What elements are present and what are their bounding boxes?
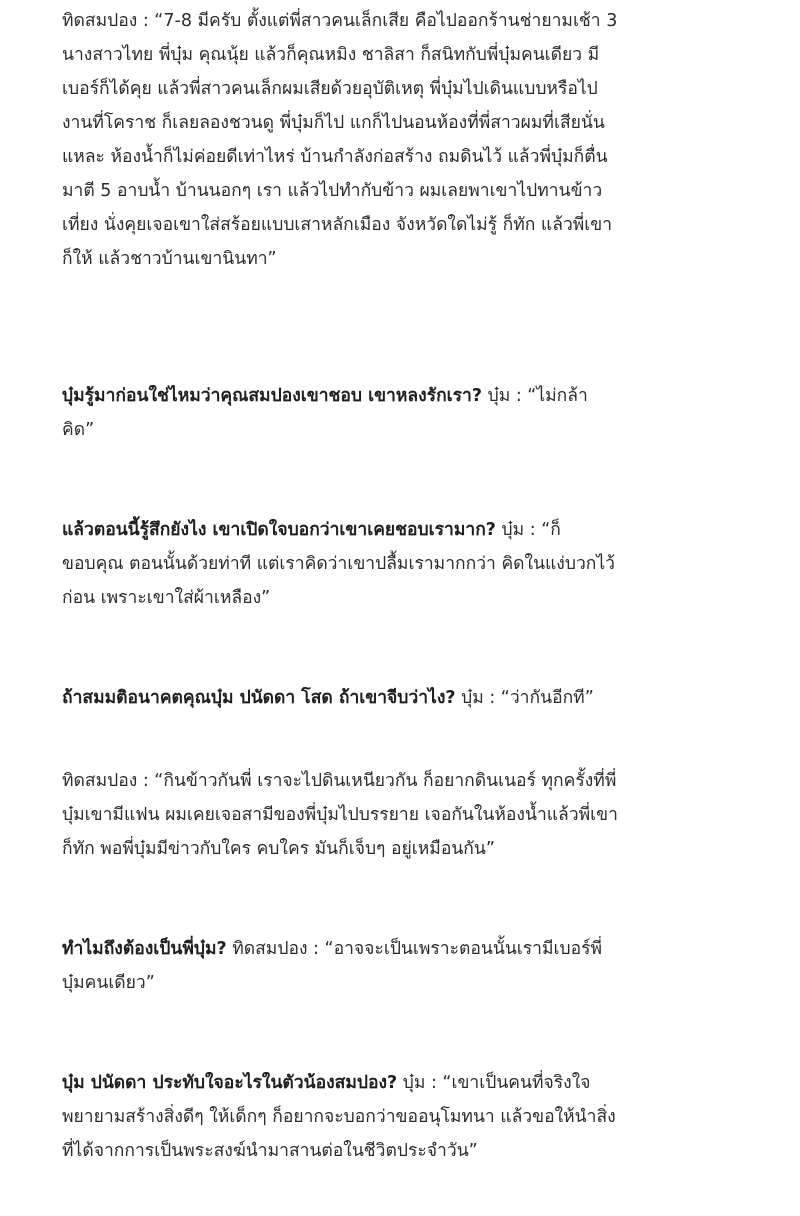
interview-question: แล้วตอนนี้รู้สึกยังไง เขาเปิดใจบอกว่าเขาเคยชอบเรามาก? [62,520,496,540]
interview-answer: บุ๋ม : “เขาเป็นคนที่จริงใจ [397,1073,591,1093]
paragraph-qa-2 [62,513,762,615]
interview-answer: บุ๋ม : “ไม่กล้า [482,386,588,406]
text-line: ก่อน เพราะเขาใส่ผ้าเหลือง” [62,588,271,608]
paragraph-answer-somphong-1 [62,4,762,276]
text-line: บุ๋มเขามีแฟน ผมเคยเจอสามีของพี่บุ๋มไปบรรยาย เจอกันในห้องน้ำแล้วพี่เขา [62,805,618,825]
text-line: บุ๋มคนเดียว” [62,973,155,993]
text-line: คิด” [62,420,95,440]
paragraph-qa-4 [62,932,762,1000]
interview-question: บุ๋ม ปนัดดา ประทับใจอะไรในตัวน้องสมปอง? [62,1073,398,1093]
interview-answer: บุ๋ม : “ว่ากันอีกที” [455,688,594,708]
paragraph-qa-1 [62,379,762,447]
text-line: ก็ทัก พอพี่บุ๋มมีข่าวกับใคร คบใคร มันก็เจ็บๆ อยู่เหมือนกัน” [62,839,495,859]
text-line: งานที่โคราช ก็เลยลองชวนดู พี่บุ๋มก็ไป แกก็ไปนอนห้องที่พี่สาวผมที่เสียนั่น [62,113,605,133]
paragraph-answer-somphong-2 [62,764,762,866]
text-line [62,681,762,715]
text-line: พยายามสร้างสิ่งดีๆ ให้เด็กๆ ก็อยากจะบอกว่าขออนุโมทนา แล้วขอให้นำสิ่ง [62,1107,616,1127]
text-line: นางสาวไทย พี่บุ๋ม คุณนุ้ย แล้วก็คุณหมิง ชาลิสา ก็สนิทกับพี่บุ๋มคนเดียว มี [62,45,600,65]
text-line: ขอบคุณ ตอนนั้นด้วยท่าที แต่เราคิดว่าเขาปลื้มเรามากกว่า คิดในแง่บวกไว้ [62,554,616,574]
text-line [62,1066,762,1100]
text-line: มาตี 5 อาบน้ำ บ้านนอกๆ เรา แล้วไปทำกับข้าว ผมเลยพาเขาไปทานข้าว [62,181,603,201]
interview-answer: ทิดสมปอง : “อาจจะเป็นเพราะตอนนั้นเรามีเบอร์พี่ [226,939,603,959]
text-line: ทิดสมปอง : “กินข้าวกันพี่ เราจะไปดินเหนียวกัน ก็อยากดินเนอร์ ทุกครั้งที่พี่ [62,771,617,791]
interview-question: ถ้าสมมติอนาคตคุณบุ๋ม ปนัดดา โสด ถ้าเขาจีบว่าไง? [62,688,456,708]
interview-answer: บุ๋ม : “ก็ [495,520,561,540]
interview-question: ทำไมถึงต้องเป็นพี่บุ๋ม? [62,939,227,959]
paragraph-qa-5 [62,1066,762,1168]
text-line: ทิดสมปอง : “7-8 มีครับ ตั้งแต่พี่สาวคนเล็กเสีย คือไปออกร้านช่ายามเช้า 3 [62,11,618,31]
text-line: เที่ยง นั่งคุยเจอเขาใส่สร้อยแบบเสาหลักเมือง จังหวัดใดไม่รู้ ก็ทัก แล้วพี่เขา [62,215,613,235]
interview-question: บุ๋มรู้มาก่อนใช่ไหมว่าคุณสมปองเขาชอบ เขาหลงรักเรา? [62,386,483,406]
text-line: ที่ได้จากการเป็นพระสงฆ์นำมาสานต่อในชีวิตประจำวัน” [62,1141,478,1161]
text-line [62,513,762,547]
text-line: แหละ ห้องน้ำก็ไม่ค่อยดีเท่าไหร่ บ้านกำลังก่อสร้าง ถมดินไว้ แล้วพี่บุ๋มก็ตื่น [62,147,608,167]
paragraph-qa-3 [62,681,762,715]
text-line: ก็ให้ แล้วชาวบ้านเขานินทา” [62,249,277,269]
text-line [62,379,762,413]
text-line: เบอร์ก็ได้คุย แล้วพี่สาวคนเล็กผมเสียด้วยอุบัติเหตุ พี่บุ๋มไปเดินแบบหรือไป [62,79,598,99]
text-line [62,932,762,966]
